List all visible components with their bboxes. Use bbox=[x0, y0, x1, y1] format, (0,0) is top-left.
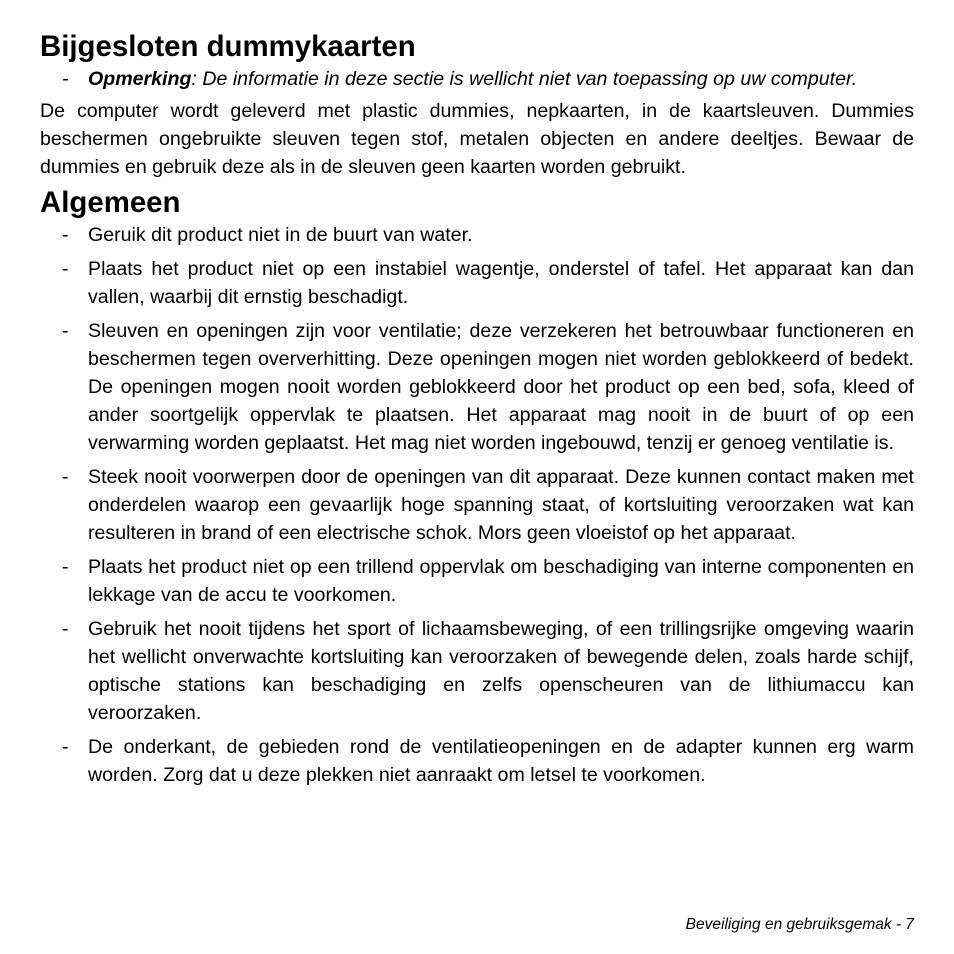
note-text: : De informatie in deze sectie is wellicht niet van toepassing op uw computer. bbox=[191, 68, 858, 90]
list-item-text: De onderkant, de gebieden rond de ventilatieopeningen en de adapter kunnen erg warm worden. Zorg dat u deze plekken niet aanraakt om letsel te voorkomen. bbox=[88, 736, 914, 786]
bullet-dash: - bbox=[62, 556, 69, 578]
bullet-dash: - bbox=[62, 466, 69, 488]
list-item bbox=[40, 255, 914, 311]
bullet-dash: - bbox=[62, 320, 69, 342]
bullet-dash: - bbox=[62, 258, 69, 280]
list-item bbox=[40, 317, 914, 457]
bullet-dash: - bbox=[62, 224, 69, 246]
note-item bbox=[40, 65, 914, 93]
list-item bbox=[40, 615, 914, 727]
bullet-dash: - bbox=[62, 736, 69, 758]
list-item-text: Gebruik het nooit tijdens het sport of lichaamsbeweging, of een trillingsrijke omgeving waarin het wellicht onverwachte kortsluiting kan veroorzaken of bewegende delen, zoals harde schijf, optische stations kan beschadiging en zelfs openscheuren van de lithiumaccu kan veroorzaken. bbox=[88, 618, 914, 724]
bullet-dash: - bbox=[62, 618, 69, 640]
list-item-text: Plaats het product niet op een instabiel wagentje, onderstel of tafel. Het apparaat kan dan vallen, waarbij dit ernstig beschadigt. bbox=[88, 258, 914, 308]
list-item bbox=[40, 553, 914, 609]
page-footer: Beveiliging en gebruiksgemak - 7 bbox=[685, 916, 914, 933]
list-item bbox=[40, 733, 914, 789]
list-item-text: Steek nooit voorwerpen door de openingen van dit apparaat. Deze kunnen contact maken met onderdelen waarop een gevaarlijk hoge spanning staat, of kortsluiting veroorzaken wat kan resulteren in brand of een electrische schok. Mors geen vloeistof op het apparaat. bbox=[88, 466, 914, 544]
list-item bbox=[40, 221, 914, 249]
document-page bbox=[40, 30, 914, 795]
note-list bbox=[40, 65, 914, 93]
list-item-text: Sleuven en openingen zijn voor ventilatie; deze verzekeren het betrouwbaar functioneren en beschermen tegen oververhitting. Deze openingen mogen niet worden geblokkeerd of bedekt. De openingen mogen nooit worden geblokkeerd door het product op een bed, sofa, kleed of ander soortgelijk oppervlak te plaatsen. Het apparaat mag nooit in de buurt of op een verwarming worden geplaatst. Het mag niet worden ingebouwd, tenzij er genoeg ventilatie is. bbox=[88, 320, 914, 454]
dummy-cards-paragraph: De computer wordt geleverd met plastic dummies, nepkaarten, in de kaartsleuven. Dummies beschermen ongebruikte sleuven tegen stof, metalen objecten en andere deeltjes. Bewaar de dummies en gebruik deze als in de sleuven geen kaarten worden gebruikt. bbox=[40, 100, 914, 178]
note-label: Opmerking bbox=[88, 68, 192, 90]
list-item-text: Geruik dit product niet in de buurt van water. bbox=[88, 224, 473, 246]
section-heading-dummy-cards: Bijgesloten dummykaarten bbox=[40, 30, 416, 63]
bullet-dash: - bbox=[62, 68, 69, 90]
list-item bbox=[40, 463, 914, 547]
general-list bbox=[40, 221, 914, 789]
list-item-text: Plaats het product niet op een trillend oppervlak om beschadiging van interne componenten en lekkage van de accu te voorkomen. bbox=[88, 556, 914, 606]
section-heading-general: Algemeen bbox=[40, 186, 181, 219]
